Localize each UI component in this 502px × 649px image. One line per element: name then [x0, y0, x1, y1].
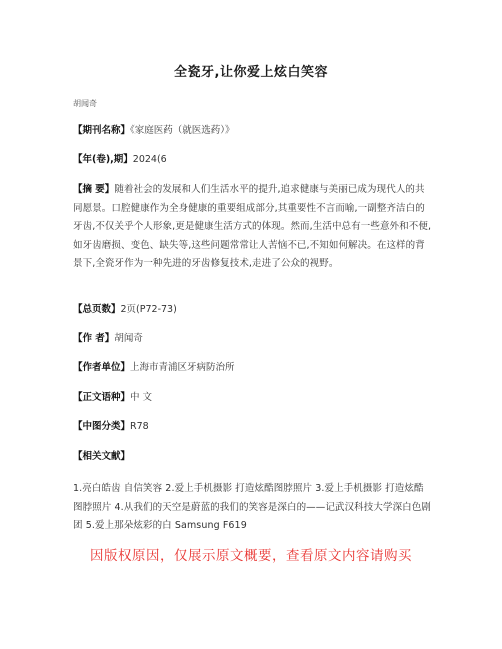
pages-value: 2页(P72-73): [120, 304, 177, 315]
classification-field: [73, 418, 433, 437]
references-text: 1.亮白皓齿 自信笑容 2.爱上手机摄影 打造炫酷图脖照片 3.爱上手机摄影 打造炫酷图脖照片 4.从我们的天空是蔚蓝的我们的笑容是深白的——记武汉科技大学深白色剧团 5.爱上那朵炫彩的白 Samsung F619: [73, 483, 431, 531]
pages-label: 【总页数】: [73, 304, 121, 315]
classification-label: 【中图分类】: [73, 421, 131, 432]
related-label: 【相关文献】: [73, 451, 131, 462]
pages-field: [73, 301, 433, 320]
language-value: 中 文: [130, 392, 153, 403]
journal-label: 【期刊名称】: [73, 125, 131, 136]
authors-value: 胡闻奇: [114, 333, 143, 344]
affiliation-value: 上海市青浦区牙病防治所: [130, 362, 235, 373]
related-field: [73, 448, 433, 467]
classification-value: R78: [130, 421, 149, 432]
journal-value: 《家庭医药（就医选药）》: [130, 125, 235, 136]
language-label: 【正文语种】: [73, 392, 131, 403]
author-line: 胡闻奇: [73, 99, 97, 108]
authors-field: [73, 330, 433, 349]
copyright-notice: 因版权原因，仅展示原文概要，查看原文内容请购买: [90, 548, 412, 564]
references-list: [73, 480, 433, 536]
affiliation-label: 【作者单位】: [73, 362, 131, 373]
abstract-field: [73, 181, 433, 274]
year-issue-label: 【年(卷),期】: [73, 154, 133, 165]
year-issue-value: 2024(6: [132, 154, 167, 165]
abstract-text: 随着社会的发展和人们生活水平的提升,追求健康与美丽已成为现代人的共同愿景。口腔健康作为全身健康的重要组成部分,其重要性不言而喻,一副整齐洁白的牙齿,不仅关乎个人形象,更是健康生活方式的体现。然而,生活中总有一些意外和不便,如牙齿磨损、变色、缺失等,这些问题常常让人苦恼不已,不知如何解决。在这样的背景下,全瓷牙作为一种先进的牙齿修复技术,走进了公众的视野。: [73, 184, 432, 269]
year-issue-field: [73, 151, 433, 170]
document-title: 全瓷牙,让你爱上炫白笑容: [174, 65, 328, 80]
abstract-label: 【摘 要】: [73, 184, 115, 195]
journal-field: [73, 122, 433, 141]
authors-label: 【作 者】: [73, 333, 115, 344]
language-field: [73, 389, 433, 408]
affiliation-field: [73, 359, 433, 378]
